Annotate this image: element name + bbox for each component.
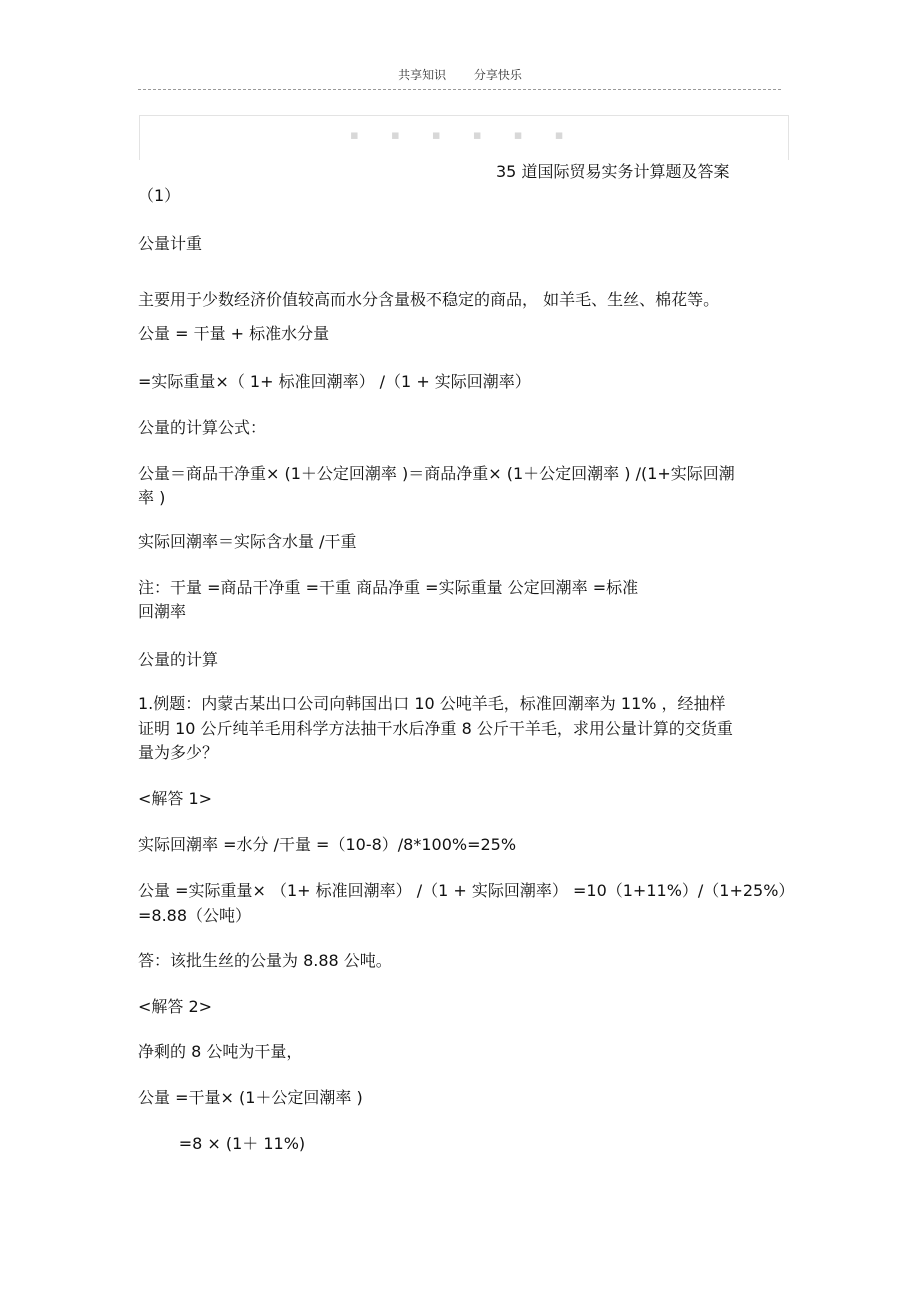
answer-line: 答：该批生丝的公量为 8.88 公吨。	[138, 951, 392, 970]
example-line: 1.例题：内蒙古某出口公司向韩国出口 10 公吨羊毛，标准回潮率为 11% ，经抽样	[138, 694, 726, 713]
page-header	[0, 66, 920, 83]
header-left-text: 共享知识	[398, 68, 447, 82]
faded-banner	[139, 115, 789, 160]
note-line: 回潮率	[138, 602, 187, 621]
section-heading: 公量的计算	[138, 650, 219, 669]
note-line: 注：干量 =商品干净重 =干重 商品净重 =实际重量 公定回潮率 =标准	[138, 578, 639, 597]
formula-line: 率 )	[138, 488, 166, 507]
banner-watermark: ▪ ▪ ▪ ▪ ▪ ▪	[350, 128, 578, 143]
formula-line: 公量 = 干量 + 标准水分量	[138, 324, 330, 343]
formula-line: =8.88（公吨）	[138, 906, 252, 925]
text-line: 净剩的 8 公吨为干量，	[138, 1042, 303, 1061]
document-title: 35 道国际贸易实务计算题及答案	[496, 162, 730, 181]
text-line: （1）	[138, 186, 181, 205]
text-line: 公量的计算公式：	[138, 418, 267, 437]
answer-heading: <解答 2>	[138, 997, 213, 1016]
example-line: 证明 10 公斤纯羊毛用科学方法抽干水后净重 8 公斤干羊毛，求用公量计算的交货重	[138, 719, 733, 738]
header-right-text: 分享快乐	[473, 68, 522, 82]
formula-line: 公量 =实际重量× （1+ 标准回潮率） /（1 + 实际回潮率） =10（1+11%）/（1+25%）	[138, 881, 795, 900]
formula-line: 公量＝商品干净重× (1＋公定回潮率 )＝商品净重× (1＋公定回潮率 ) /(1+实际回潮	[138, 464, 735, 483]
answer-heading: <解答 1>	[138, 789, 213, 808]
header-divider	[138, 89, 781, 90]
formula-line: =8 × (1＋ 11%)	[138, 1134, 306, 1153]
formula-line: 公量 =干量× (1＋公定回潮率 )	[138, 1088, 363, 1107]
formula-line: 实际回潮率＝实际含水量 /干重	[138, 532, 357, 551]
formula-line: =实际重量×（ 1+ 标准回潮率） /（1 + 实际回潮率）	[138, 372, 531, 391]
example-line: 量为多少？	[138, 743, 219, 762]
section-heading: 公量计重	[138, 234, 203, 253]
text-line: 主要用于少数经济价值较高而水分含量极不稳定的商品， 如羊毛、生丝、棉花等。	[138, 290, 720, 309]
formula-line: 实际回潮率 =水分 /干量 =（10-8）/8*100%=25%	[138, 835, 517, 854]
